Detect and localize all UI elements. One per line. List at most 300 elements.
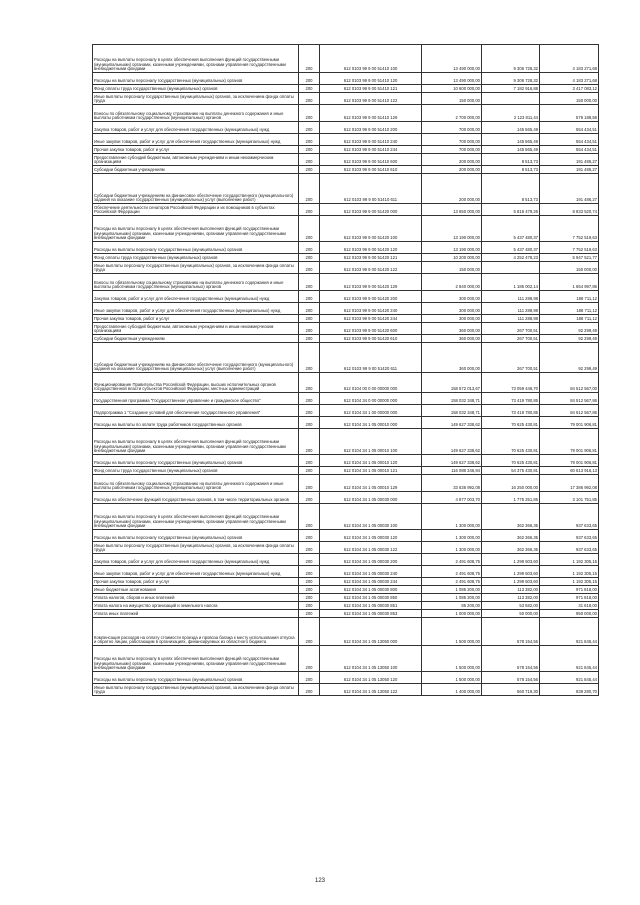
row-name: Предоставление субсидий бюджетным, автономным учреждениям и иным некоммерческим организациям [93,323,299,335]
row-kbk: 612 0103 99 9 00 51420 240 [320,303,422,315]
table-row [93,393,599,405]
budget-table-body [93,45,599,696]
row-remaining-amount: 188 711,12 [540,315,599,323]
row-code: 200 [299,315,320,323]
row-name: Расходы на выплаты персоналу в целях обеспечения выполнения функций государственными (муниципальными) органами, казенными учреждениями, органами управления государственными внебюджетными фондами [93,429,299,455]
table-row [93,504,599,530]
row-code: 200 [299,405,320,417]
row-code: 200 [299,73,320,85]
row-name: Закупка товаров, работ и услуг для обеспечения государственных (муниципальных) нужд [93,122,299,134]
row-remaining-amount: 554 434,51 [540,146,599,154]
row-name: Государственная программа "Государственное управление и гражданское общество" [93,393,299,405]
row-plan-amount: 13 650 000,00 [422,204,482,216]
row-name: Иные выплаты персоналу государственных (муниципальных) органов, за исключением фонда оплаты труда [93,684,299,696]
row-code: 200 [299,492,320,504]
row-remaining-amount: 92 299,49 [540,335,599,343]
table-row [93,73,599,85]
row-kbk: 612 0103 99 9 00 51420 000 [320,204,422,216]
row-kbk: 612 0104 34 1 05 00010 000 [320,417,422,429]
row-executed-amount: 145 565,49 [482,146,540,154]
row-executed-amount: 4 252 478,23 [482,254,540,262]
row-name: Расходы на выплаты персоналу в целях обеспечения выполнения функций государственными (муниципальными) органами, казенными учреждениями, органами управления государственными внебюджетными фондами [93,216,299,242]
row-kbk: 612 0104 34 1 05 00030 851 [320,602,422,610]
row-name: Расходы на выплаты персоналу в целях обеспечения выполнения функций государственными (муниципальными) органами, казенными учреждениями, органами управления государственными внебюджетными фондами [93,45,299,73]
row-remaining-amount: 150 000,00 [540,262,599,274]
row-remaining-amount: 3 417 083,12 [540,85,599,93]
row-kbk: 612 0104 34 1 00 00000 000 [320,405,422,417]
table-row [93,610,599,618]
row-remaining-amount: 937 633,65 [540,530,599,542]
row-remaining-amount: 576 188,56 [540,105,599,122]
row-name: Закупка товаров, работ и услуг для обеспечения государственных (муниципальных) нужд [93,291,299,303]
row-kbk: 612 0104 34 1 05 13050 122 [320,684,422,696]
table-row [93,602,599,610]
table-row [93,262,599,274]
row-code: 200 [299,504,320,530]
row-name: Субсидии бюджетным учреждениям [93,335,299,343]
row-kbk: 612 0104 34 1 05 00030 122 [320,542,422,554]
row-kbk: 612 0103 99 9 00 51420 129 [320,274,422,291]
row-plan-amount: 200 000,00 [422,174,482,204]
row-code: 200 [299,343,320,373]
table-row [93,554,599,566]
row-remaining-amount: 7 752 519,63 [540,216,599,242]
row-name: Взносы по обязательному социальному страхованию на выплаты денежного содержания и иные выплаты работникам государственных (муниципальных) органов [93,105,299,122]
table-row [93,85,599,93]
row-name: Иные выплаты персоналу государственных (муниципальных) органов, за исключением фонда оплаты труда [93,262,299,274]
row-executed-amount: 2 123 811,44 [482,105,540,122]
row-plan-amount: 1 300 000,00 [422,504,482,530]
row-kbk: 612 0103 99 9 00 51410 100 [320,45,422,73]
table-row [93,594,599,602]
row-kbk: 612 0104 34 1 05 13050 120 [320,672,422,684]
row-name: Иные выплаты персоналу государственных (муниципальных) органов, за исключением фонда оплаты труда [93,93,299,105]
table-row [93,578,599,586]
row-kbk: 612 0104 34 1 05 00010 100 [320,429,422,455]
row-executed-amount: 1 299 503,60 [482,566,540,578]
row-kbk: 612 0104 00 0 00 00000 000 [320,373,422,393]
row-executed-amount [482,93,540,105]
table-row [93,417,599,429]
row-code: 200 [299,105,320,122]
row-plan-amount: 149 627 338,62 [422,417,482,429]
row-remaining-amount: 3 101 751,85 [540,492,599,504]
row-code: 200 [299,429,320,455]
table-row [93,618,599,646]
row-name: Обеспечение деятельности сенаторов Российской Федерации и их помощников в субъектах Российской Федерации [93,204,299,216]
row-code: 200 [299,610,320,618]
row-plan-amount: 4 877 003,70 [422,492,482,504]
table-row [93,475,599,492]
row-plan-amount: 1 500 000,00 [422,618,482,646]
row-code: 200 [299,291,320,303]
row-executed-amount: 7 182 916,88 [482,85,540,93]
table-row [93,242,599,254]
row-executed-amount: 267 700,51 [482,343,540,373]
row-executed-amount: 70 625 430,81 [482,455,540,467]
row-plan-amount: 1 085 200,00 [422,586,482,594]
row-remaining-amount: 921 845,44 [540,618,599,646]
row-remaining-amount: 1 654 997,86 [540,274,599,291]
row-kbk: 612 0103 99 9 00 51410 244 [320,146,422,154]
row-plan-amount: 1 000 000,00 [422,610,482,618]
row-remaining-amount: 1 192 305,15 [540,554,599,566]
row-executed-amount: 16 250 000,00 [482,475,540,492]
table-row [93,530,599,542]
row-kbk: 612 0103 99 9 00 51420 100 [320,216,422,242]
row-plan-amount: 360 000,00 [422,323,482,335]
table-row [93,323,599,335]
row-executed-amount: 362 366,35 [482,530,540,542]
row-kbk: 612 0103 99 9 00 51410 200 [320,122,422,134]
row-code: 200 [299,122,320,134]
row-kbk: 612 0104 34 1 05 00030 240 [320,566,422,578]
table-row [93,467,599,475]
row-name: Расходы на выплаты персоналу в целях обеспечения выполнения функций государственными (муниципальными) органами, казенными учреждениями, органами управления государственными внебюджетными фондами [93,646,299,672]
row-name: Уплата налога на имущество организаций и земельного налога [93,602,299,610]
row-code: 200 [299,303,320,315]
row-remaining-amount: 937 633,65 [540,542,599,554]
table-row [93,672,599,684]
row-remaining-amount: 79 001 906,81 [540,429,599,455]
row-plan-amount: 2 491 608,75 [422,578,482,586]
row-name: Субсидии бюджетным учреждениям на финансовое обеспечение государственного (муниципального) задания на оказание государственных (муниципальных) услуг (выполнение работ) [93,343,299,373]
row-remaining-amount: 79 001 906,81 [540,455,599,467]
row-code: 200 [299,475,320,492]
row-remaining-amount: 5 947 521,77 [540,254,599,262]
row-executed-amount: 362 366,35 [482,504,540,530]
row-code: 200 [299,467,320,475]
row-plan-amount: 33 636 992,08 [422,475,482,492]
row-plan-amount: 2 700 000,00 [422,105,482,122]
row-remaining-amount: 17 386 992,08 [540,475,599,492]
row-executed-amount: 362 366,35 [482,542,540,554]
row-name: Уплата налогов, сборов и иных платежей [93,594,299,602]
row-kbk: 612 0104 34 1 05 00030 100 [320,504,422,530]
row-code: 200 [299,594,320,602]
row-name: Функционирование Правительства Российской Федерации, высших исполнительных органов государственной власти субъектов Российской Федерации, местных администраций [93,373,299,393]
table-row [93,586,599,594]
table-row [93,146,599,154]
row-remaining-amount: 191 486,27 [540,166,599,174]
row-plan-amount: 700 000,00 [422,146,482,154]
table-row [93,646,599,672]
row-remaining-amount: 8 833 520,74 [540,204,599,216]
row-executed-amount: 578 154,56 [482,672,540,684]
row-remaining-amount: 84 612 567,86 [540,405,599,417]
row-executed-amount: 267 700,51 [482,335,540,343]
row-name: Иные закупки товаров, работ и услуг для обеспечения государственных (муниципальных) нужд [93,566,299,578]
table-row [93,93,599,105]
row-name: Фонд оплаты труда государственных (муниципальных) органов [93,254,299,262]
row-code: 200 [299,134,320,146]
row-code: 200 [299,602,320,610]
row-plan-amount: 158 032 348,71 [422,393,482,405]
table-row [93,684,599,696]
row-remaining-amount: 950 000,00 [540,610,599,618]
row-code: 200 [299,646,320,672]
table-row [93,254,599,262]
row-kbk: 612 0103 99 9 00 51420 600 [320,323,422,335]
row-plan-amount: 1 300 000,00 [422,530,482,542]
row-kbk: 612 0104 34 1 05 00030 853 [320,610,422,618]
row-executed-amount: 560 719,30 [482,684,540,696]
row-code: 200 [299,554,320,566]
row-remaining-amount: 839 280,70 [540,684,599,696]
row-name: Предоставление субсидий бюджетным, автономным учреждениям и иным некоммерческим организациям [93,154,299,166]
row-kbk: 612 0103 99 9 00 51420 122 [320,262,422,274]
row-code: 200 [299,455,320,467]
row-plan-amount: 1 085 200,00 [422,594,482,602]
row-remaining-amount: 921 845,44 [540,646,599,672]
row-executed-amount: 54 375 430,81 [482,467,540,475]
table-row [93,335,599,343]
table-row [93,455,599,467]
row-name: Расходы на выплаты персоналу государственных (муниципальных) органов [93,455,299,467]
row-name: Иные закупки товаров, работ и услуг для обеспечения государственных (муниципальных) нужд [93,303,299,315]
row-kbk: 612 0103 99 9 00 51420 200 [320,291,422,303]
row-name: Прочая закупка товаров, работ и услуг [93,146,299,154]
row-code: 200 [299,45,320,73]
row-name: Подпрограмма 1 "Создание условий для обеспечения государственного управления" [93,405,299,417]
table-row [93,154,599,166]
table-row [93,492,599,504]
row-code: 200 [299,262,320,274]
row-remaining-amount: 1 192 305,15 [540,566,599,578]
row-executed-amount: 9 306 728,32 [482,73,540,85]
row-name: Расходы на обеспечение функций государственных органов, в том числе территориальных органов [93,492,299,504]
row-kbk: 612 0103 99 9 00 51420 611 [320,343,422,373]
row-kbk: 612 0104 34 1 05 00030 850 [320,594,422,602]
row-code: 200 [299,204,320,216]
row-remaining-amount: 84 512 567,86 [540,393,599,405]
row-code: 200 [299,274,320,291]
row-plan-amount: 13 190 000,00 [422,242,482,254]
row-code: 200 [299,566,320,578]
row-kbk: 612 0104 34 1 05 00030 120 [320,530,422,542]
row-remaining-amount: 92 299,49 [540,343,599,373]
row-plan-amount: 85 200,00 [422,602,482,610]
row-plan-amount: 158 572 013,67 [422,373,482,393]
row-code: 200 [299,373,320,393]
row-kbk: 612 0104 34 1 05 13050 000 [320,618,422,646]
row-name: Субсидии бюджетным учреждениям на финансовое обеспечение государственного (муниципального) задания на оказание государственных (муниципальных) услуг (выполнение работ) [93,174,299,204]
table-row [93,566,599,578]
row-kbk: 612 0104 34 1 05 00010 120 [320,455,422,467]
table-row [93,542,599,554]
row-plan-amount: 300 000,00 [422,315,482,323]
row-plan-amount: 700 000,00 [422,122,482,134]
row-plan-amount: 1 500 000,00 [422,646,482,672]
row-executed-amount: 1 775 251,85 [482,492,540,504]
table-row [93,405,599,417]
row-code: 200 [299,85,320,93]
row-name: Взносы по обязательному социальному страхованию на выплаты денежного содержания и иные выплаты работникам государственных (муниципальных) органов [93,274,299,291]
row-plan-amount: 360 000,00 [422,335,482,343]
row-executed-amount: 73 059 446,70 [482,373,540,393]
row-remaining-amount: 79 001 906,81 [540,417,599,429]
table-row [93,274,599,291]
row-code: 200 [299,542,320,554]
row-code: 200 [299,174,320,204]
row-executed-amount: 1 299 503,60 [482,578,540,586]
row-plan-amount: 10 200 000,00 [422,254,482,262]
row-kbk: 612 0103 99 9 00 51410 121 [320,85,422,93]
row-executed-amount: 578 154,56 [482,618,540,646]
row-executed-amount: 111 288,98 [482,291,540,303]
row-executed-amount: 53 582,00 [482,602,540,610]
row-remaining-amount: 7 752 519,63 [540,242,599,254]
row-code: 200 [299,672,320,684]
row-kbk: 612 0104 34 1 05 00030 200 [320,554,422,566]
row-executed-amount: 73 419 780,85 [482,405,540,417]
row-name: Уплата иных платежей [93,610,299,618]
row-code: 200 [299,335,320,343]
row-name: Фонд оплаты труда государственных (муниципальных) органов [93,467,299,475]
row-executed-amount: 111 288,98 [482,303,540,315]
row-code: 200 [299,586,320,594]
row-code: 200 [299,146,320,154]
row-code: 200 [299,166,320,174]
row-kbk: 612 0104 34 1 05 00010 129 [320,475,422,492]
row-name: Прочая закупка товаров, работ и услуг [93,315,299,323]
row-remaining-amount: 191 486,27 [540,154,599,166]
row-executed-amount: 111 288,98 [482,315,540,323]
row-plan-amount: 1 400 000,00 [422,684,482,696]
row-remaining-amount: 554 434,51 [540,122,599,134]
row-kbk: 612 0103 99 9 00 51410 129 [320,105,422,122]
row-executed-amount: 73 419 780,85 [482,393,540,405]
table-row [93,291,599,303]
table-row [93,134,599,146]
row-kbk: 612 0103 99 9 00 51420 610 [320,335,422,343]
row-remaining-amount: 1 192 305,15 [540,578,599,586]
row-executed-amount: 1 185 002,14 [482,274,540,291]
row-code: 200 [299,684,320,696]
row-remaining-amount: 191 486,27 [540,174,599,204]
row-kbk: 612 0103 99 9 00 51410 600 [320,154,422,166]
row-plan-amount: 10 600 000,00 [422,85,482,93]
table-row [93,429,599,455]
row-name: Расходы на выплаты персоналу в целях обеспечения выполнения функций государственными (муниципальными) органами, казенными учреждениями, органами управления государственными внебюджетными фондами [93,504,299,530]
budget-table [92,44,599,696]
row-executed-amount: 145 565,49 [482,134,540,146]
row-kbk: 612 0103 99 9 00 51410 611 [320,174,422,204]
row-remaining-amount: 937 633,65 [540,504,599,530]
row-kbk: 612 0104 34 1 05 00030 244 [320,578,422,586]
row-executed-amount: 8 513,73 [482,174,540,204]
row-executed-amount: 145 565,49 [482,122,540,134]
row-plan-amount: 1 300 000,00 [422,542,482,554]
row-plan-amount: 149 627 338,62 [422,429,482,455]
row-code: 200 [299,393,320,405]
table-row [93,45,599,73]
row-name: Расходы на выплаты персоналу государственных (муниципальных) органов [93,530,299,542]
row-plan-amount: 300 000,00 [422,291,482,303]
table-row [93,216,599,242]
row-plan-amount: 360 000,00 [422,343,482,373]
row-kbk: 612 0104 34 1 05 00030 800 [320,586,422,594]
row-kbk: 612 0103 99 9 00 51420 120 [320,242,422,254]
row-plan-amount: 200 000,00 [422,166,482,174]
row-code: 200 [299,93,320,105]
row-kbk: 612 0103 99 9 00 51420 244 [320,315,422,323]
row-executed-amount: 5 816 479,26 [482,204,540,216]
row-kbk: 612 0103 99 9 00 51410 240 [320,134,422,146]
row-plan-amount: 150 000,00 [422,93,482,105]
row-executed-amount [482,262,540,274]
row-remaining-amount: 921 845,44 [540,672,599,684]
row-code: 200 [299,216,320,242]
row-remaining-amount: 84 512 567,00 [540,373,599,393]
row-remaining-amount: 188 711,12 [540,291,599,303]
row-name: Прочая закупка товаров, работ и услуг [93,578,299,586]
row-code: 200 [299,154,320,166]
row-executed-amount: 9 306 728,32 [482,45,540,73]
row-plan-amount: 300 000,00 [422,303,482,315]
row-plan-amount: 149 627 338,62 [422,455,482,467]
row-executed-amount: 50 000,00 [482,610,540,618]
row-name: Иные выплаты персоналу государственных (муниципальных) органов, за исключением фонда оплаты труда [93,542,299,554]
row-name: Расходы на выплаты персоналу государственных (муниципальных) органов [93,73,299,85]
row-remaining-amount: 971 818,00 [540,586,599,594]
row-name: Компенсация расходов на оплату стоимости проезда и провоза багажа к месту использования отпуска и обратно лицам, работающим в организациях, финансируемых из областного бюджета [93,618,299,646]
table-row [93,315,599,323]
table-row [93,303,599,315]
row-kbk: 612 0103 99 9 00 51410 120 [320,73,422,85]
row-name: Расходы на выплаты персоналу государственных (муниципальных) органов [93,242,299,254]
row-name: Расходы на выплаты персоналу государственных (муниципальных) органов [93,672,299,684]
row-executed-amount: 5 437 480,37 [482,242,540,254]
row-plan-amount: 700 000,00 [422,134,482,146]
row-remaining-amount: 4 183 271,68 [540,73,599,85]
row-remaining-amount: 4 183 271,68 [540,45,599,73]
row-executed-amount: 1 299 503,60 [482,554,540,566]
page-number: 123 [314,878,325,884]
row-name: Расходы на выплаты по оплате труда работников государственных органов [93,417,299,429]
row-remaining-amount: 60 613 916,13 [540,467,599,475]
row-plan-amount: 150 000,00 [422,262,482,274]
row-name: Фонд оплаты труда государственных (муниципальных) органов [93,85,299,93]
row-code: 200 [299,242,320,254]
table-row [93,204,599,216]
row-executed-amount: 267 700,51 [482,323,540,335]
row-name: Иные закупки товаров, работ и услуг для обеспечения государственных (муниципальных) нужд [93,134,299,146]
row-name: Взносы по обязательному социальному страхованию на выплаты денежного содержания и иные выплаты работникам государственных (муниципальных) органов [93,475,299,492]
row-plan-amount: 200 000,00 [422,154,482,166]
row-kbk: 612 0103 99 9 00 51410 122 [320,93,422,105]
table-row [93,174,599,204]
row-executed-amount: 8 513,73 [482,154,540,166]
row-plan-amount: 2 840 000,00 [422,274,482,291]
table-row [93,122,599,134]
table-row [93,343,599,373]
row-plan-amount: 1 500 000,00 [422,672,482,684]
table-row [93,166,599,174]
row-executed-amount: 113 382,00 [482,594,540,602]
row-kbk: 612 0104 34 1 05 13050 100 [320,646,422,672]
row-kbk: 612 0103 99 9 00 51420 121 [320,254,422,262]
row-code: 200 [299,578,320,586]
row-code: 200 [299,618,320,646]
row-kbk: 612 0103 99 9 00 51410 610 [320,166,422,174]
row-code: 200 [299,530,320,542]
row-remaining-amount: 554 434,51 [540,134,599,146]
row-plan-amount: 116 088 346,94 [422,467,482,475]
row-code: 200 [299,323,320,335]
row-plan-amount: 158 032 348,71 [422,405,482,417]
row-plan-amount: 13 490 000,00 [422,45,482,73]
